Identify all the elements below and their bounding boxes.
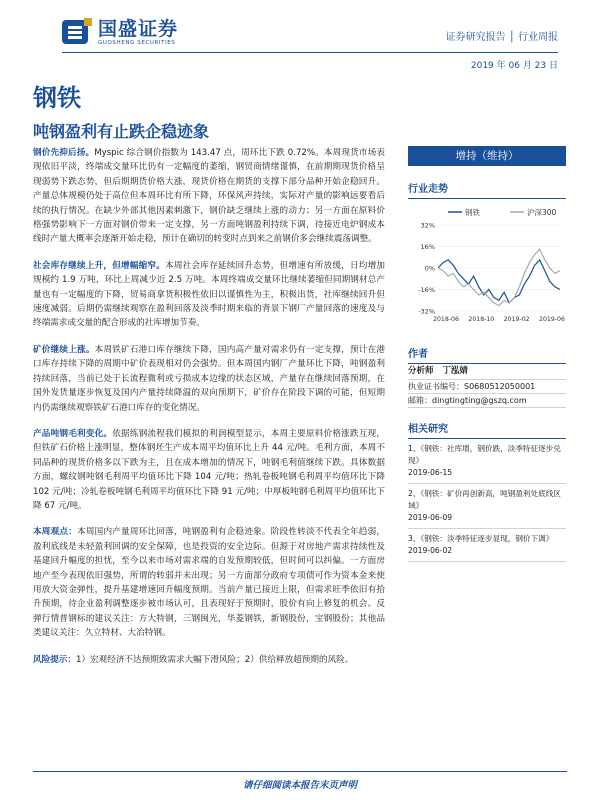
paragraph-text: 本周国内产量周环比回落，吨钢盈利有企稳迹象。阶段性转淡不代表全年趋弱，盈利底线是未轻盈利回调的安全保障，也是投资的安全边际。但源于对房地产需求持续性及基建回升幅度的担忧，至今以来市场对需求端的自发预期较低，但时间可以纠偏。一方面房地产至今表现依旧强势，所谓的转弱并未出现；另一方面部分政府专项债可作为资本金来使用放大资金弹性，提升基建增速回升幅度预期。当前产量已接近上限，但需求旺季依旧有拾升预期，待企业盈利调整逐步被市场认可，且表现好于预期时，股价有向上修复的机会。反弹行情普钢标的建议关注：方大特钢，三钢闽光，华菱钢铁，新钢股份，宝钢股份；其他品类建议关注：久立特材、大冶特钢。 xyxy=(33,527,385,639)
paragraph-ore-price xyxy=(33,343,385,415)
paragraph-lead: 风险提示： xyxy=(33,654,76,665)
analyst-email[interactable]: dingtingting@gszq.com xyxy=(432,396,527,405)
author-section-title: 作者 xyxy=(408,345,566,364)
y-tick-label: 16% xyxy=(420,243,435,251)
paragraph-steel-price xyxy=(33,146,385,247)
related-report-item[interactable] xyxy=(408,484,566,529)
rating-badge: 增持（维持） xyxy=(408,146,566,166)
sidebar xyxy=(408,146,566,562)
report-type: 证券研究报告 │ 行业周报 xyxy=(445,32,558,43)
license-number: S0680512050001 xyxy=(464,382,536,391)
license-label: 执业证书编号： xyxy=(408,382,464,391)
paragraph-lead: 产品吨钢毛利变化。 xyxy=(33,428,113,439)
paragraph-lead: 矿价继续上涨。 xyxy=(33,344,95,355)
logo-mark-icon xyxy=(62,18,92,46)
related-report-date: 2019-06-02 xyxy=(408,546,453,555)
legend-label: 钢铁 xyxy=(465,208,480,217)
logo xyxy=(62,18,178,46)
trend-section-title: 行业走势 xyxy=(408,180,566,199)
report-header xyxy=(0,0,600,71)
paragraph-text: 本周铁矿石港口库存继续下降，国内高产量对需求仍有一定支撑，预计在港口库存持续下降的周期中矿价表现相对仍会强势。但本周国内钢厂产量环比下降，吨钢盈利持续回落，当前已处于长流程微利或亏损成本边缘的状态区域，产量存在继续回落预期，在国外发货量逐步恢复及国内产量持续降温的双向预期下，矿价存在阶段下调的可能，但短期内仍需继续观察铁矿石港口库存的变化情况。 xyxy=(33,344,385,413)
related-report-item[interactable] xyxy=(408,439,566,484)
email-label: 邮箱： xyxy=(408,396,432,405)
logo-english-name: GUOSHENG SECURITIES xyxy=(98,39,176,46)
license-row xyxy=(408,380,566,394)
analyst-label: 分析师 xyxy=(408,366,434,376)
paragraph-lead: 本周观点： xyxy=(33,527,78,538)
trend-chart xyxy=(408,203,566,337)
email-row xyxy=(408,394,566,408)
report-headline: 吨钢盈利有止跌企稳迹象 xyxy=(33,122,210,141)
analyst-name: 丁泓婧 xyxy=(442,366,468,376)
paragraph-lead: 社会库存继续上升，但增幅缩窄。 xyxy=(33,260,166,271)
main-body xyxy=(33,146,385,679)
x-tick-label: 2018-10 xyxy=(468,316,495,323)
paragraph-weekly-view xyxy=(33,525,385,640)
logo-name: 国盛证券 xyxy=(98,17,179,40)
paragraph-inventory xyxy=(33,259,385,331)
y-tick-label: 32% xyxy=(420,221,435,230)
related-report-title[interactable]: 1、《钢铁：社库增，钢价跌，淡季特征逐步兑现》 xyxy=(408,444,561,465)
x-tick-label: 2019-06 xyxy=(539,316,565,323)
paragraph-text: 依据练钢流程我们模拟的利润模型显示，本周主要原料价格涨跌互现，但铁矿石价格上涨明显，整体钢坯生产成本周平均值环比上升 44 元/吨。毛利方面，本周不同品种的现货价格多以下跌为主，且在成本增加的情况下，吨钢毛利值继续下跌。具体数据方面，螺纹钢吨钢毛利周平均值环比下降 104 元/吨；热轧卷板吨钢毛利周平均值环比下降 102 元/吨；冷轧卷板吨钢毛利周平均值环比下降 91 元/吨；中厚板吨钢毛利周平均值环比下降 67 元/吨。 xyxy=(33,428,385,511)
x-tick-label: 2019-02 xyxy=(503,316,530,323)
y-tick-label: 0% xyxy=(424,264,435,273)
series-line-steel xyxy=(438,260,560,303)
related-section-title: 相关研究 xyxy=(408,420,566,439)
trend-chart-svg xyxy=(408,203,566,333)
y-tick-label: -16% xyxy=(418,286,435,294)
y-tick-label: -32% xyxy=(418,307,435,316)
paragraph-gross-margin xyxy=(33,427,385,513)
related-report-item[interactable] xyxy=(408,529,566,562)
paragraph-text: 本周社会库存延续回升态势，但增速有所放缓，日均增加规模约 1.9 万吨，环比上周减少近 2.5 万吨。本周终端成交量环比继续萎缩但同期钢材总产量也有一定幅度的下降，贸易商拿货积极性依旧以谨慎性为主，积极出货，社库继续回升但速度减弱。后期仍需继续观察在盈利回落及淡季时期来临的背景下钢厂产量回落的速度及与终端需求成交量的配合形成的社库增加节奏。 xyxy=(33,260,385,329)
related-report-title[interactable]: 3、《钢铁：淡季特征逐步显现，钢价下调》 xyxy=(408,534,554,543)
header-divider xyxy=(62,52,558,53)
related-report-date: 2019-06-09 xyxy=(408,513,453,522)
legend-label: 沪深300 xyxy=(527,208,557,217)
footer-divider xyxy=(33,771,567,772)
industry-title: 钢铁 xyxy=(33,84,81,112)
report-date: 2019 年 06 月 23 日 xyxy=(470,61,558,71)
paragraph-text: 1）宏观经济不达预期致需求大幅下滑风险；2）供给释放超预期的风险。 xyxy=(75,654,354,665)
paragraph-text: Myspic 综合钢价指数为 143.47 点，周环比下跌 0.72%。本周现货市场表现依旧平淡，终端成交量环比仍有一定幅度的萎缩，钢贸商情绪谨慎，在前期期现货价格呈现弱势下跌态势，但后期期货价格大涨，现货价格在期货的支撑下部分品种开始企稳回升。产量总体规模仍处于高位但本周环比有所下降，环保风声持续，实际对产量的影响远要看后续的执行情况。在缺少外部其他因素刺激下，钢价缺乏继续上涨的动力；另一方面在原料价格强势影响下一方面对钢价带来一定支撑，另一方面吨钢盈利持续下调，待接近电炉钢成本线时产量大概率会逐渐开始走稳，预计在确切的转变时点到来之前钢价多会继续震荡调整。 xyxy=(33,148,385,245)
x-tick-label: 2018-06 xyxy=(433,316,459,323)
paragraph-lead: 钢价先抑后扬。 xyxy=(33,148,95,158)
footer-disclaimer: 请仔细阅读本报告末页声明 xyxy=(242,780,357,791)
related-report-title[interactable]: 2、《钢铁：矿价再创新高，吨钢盈利处底线区域》 xyxy=(408,489,561,510)
series-line-csi300 xyxy=(438,249,560,305)
paragraph-risk xyxy=(33,653,385,667)
related-report-date: 2019-06-15 xyxy=(408,468,453,477)
analyst-row xyxy=(408,364,566,380)
